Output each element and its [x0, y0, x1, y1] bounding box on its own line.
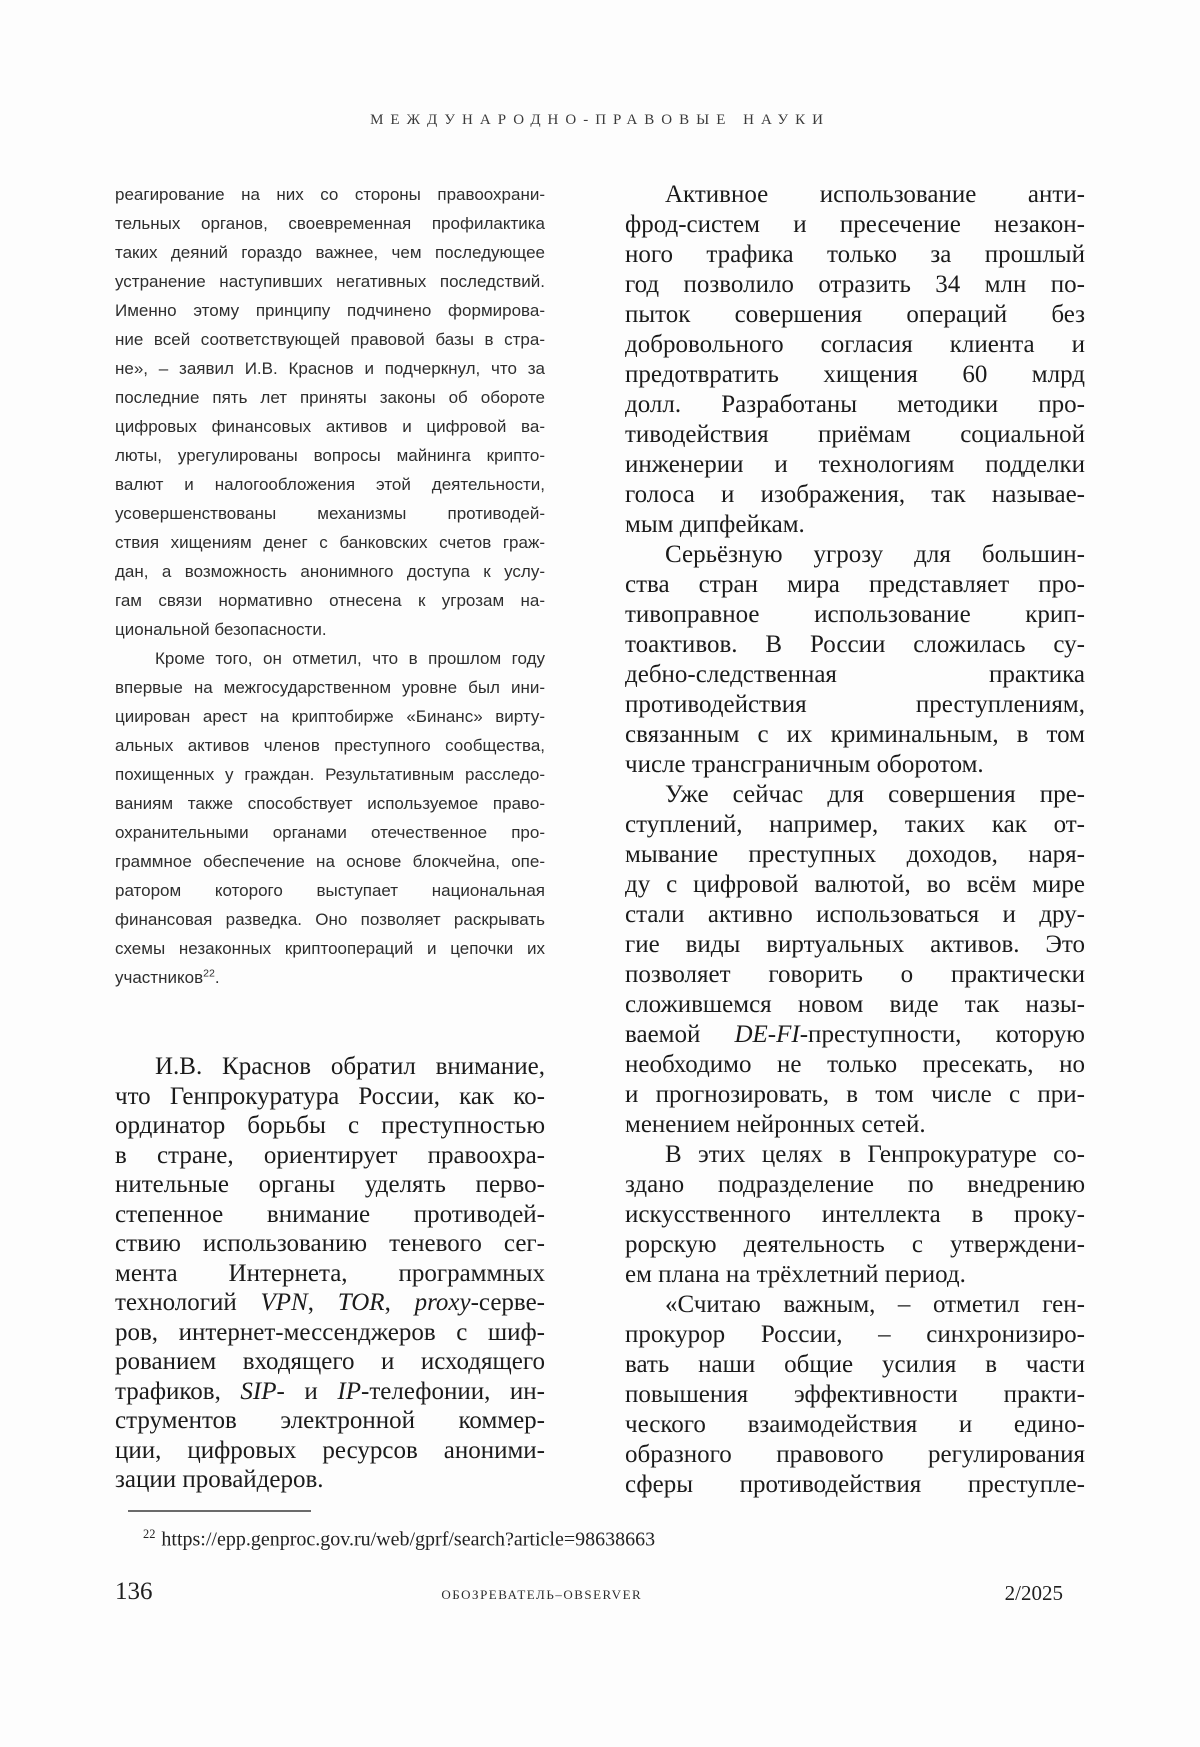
- text-line: циональной безопасности.: [115, 620, 327, 639]
- left-column-serif-text: [115, 1052, 545, 1495]
- text-line: цифровых финансовых активов и цифровой ва-: [115, 417, 545, 436]
- text-line: граммное обеспечение на основе блокчейна, опе-: [115, 852, 545, 871]
- text-line: ции, цифровых ресурсов аноними-: [115, 1436, 545, 1464]
- text-line: усовершенствованы механизмы противодей-: [115, 504, 545, 523]
- text-line: инженерии и технологиям подделки: [625, 451, 1085, 478]
- text-line: «Считаю важным, – отметил ген-: [665, 1291, 1085, 1318]
- text-line: Уже сейчас для совершения пре-: [665, 781, 1085, 808]
- text-line: мывание преступных доходов, наря-: [625, 841, 1085, 868]
- text-line: ние всей соответствующей правовой базы в стра-: [115, 330, 545, 349]
- paragraph: [625, 780, 1085, 1140]
- text-line: струментов электронной коммер-: [115, 1407, 545, 1434]
- text-line: Активное использование анти-: [665, 181, 1085, 208]
- text-line: вать наши общие усилия в части: [625, 1351, 1085, 1378]
- text-line: альных активов членов преступного сообщества,: [115, 736, 545, 755]
- text-line: искусственного интеллекта в проку-: [625, 1201, 1085, 1228]
- text-line: мым дипфейкам.: [625, 511, 805, 538]
- text-line: рорскую деятельность с утверждени-: [625, 1231, 1085, 1258]
- text-line: Кроме того, он отметил, что в прошлом году: [155, 649, 545, 668]
- text-line: необходимо не только пресекать, но: [625, 1051, 1085, 1078]
- footnote-separator-rule: [128, 1510, 311, 1512]
- running-head-section-title: МЕЖДУНАРОДНО-ПРАВОВЫЕ НАУКИ: [370, 112, 830, 128]
- text-line: валют и налогообложения этой деятельности,: [115, 475, 545, 494]
- text-line: тивоправное использование крип-: [625, 601, 1085, 628]
- paragraph: [625, 180, 1085, 540]
- text-line: циирован арест на криптобирже «Бинанс» вирту-: [115, 707, 545, 726]
- text-line: впервые на межгосударственном уровне был ини-: [115, 678, 545, 697]
- text-line: голоса и изображения, так называе-: [625, 481, 1085, 508]
- text-line: реагирование на них со стороны правоохрани-: [115, 185, 545, 204]
- journal-title: ОБОЗРЕВАТЕЛЬ–OBSERVER: [441, 1587, 643, 1602]
- page-footer: [115, 1578, 1085, 1612]
- text-line: рованием входящего и исходящего: [115, 1348, 545, 1375]
- text-line: И.В. Краснов обратил внимание,: [155, 1053, 545, 1080]
- text-line: фрод-систем и пресечение незакон-: [625, 211, 1085, 238]
- text-line: тиводействия приёмам социальной: [625, 421, 1085, 448]
- left-column: [115, 180, 545, 1500]
- text-line: менением нейронных сетей.: [625, 1111, 926, 1138]
- text-line: технологий VPN, TOR, proxy-серве-: [115, 1289, 546, 1316]
- text-line: ступлений, например, таких как от-: [625, 811, 1085, 838]
- text-columns: [115, 180, 1085, 1500]
- text-line: сферы противодействия преступле-: [625, 1471, 1085, 1498]
- text-line: нительные органы уделять перво-: [115, 1171, 545, 1198]
- text-line: Серьёзную угрозу для большин-: [665, 541, 1085, 568]
- text-line: зации провайдеров.: [115, 1466, 324, 1493]
- text-line: Именно этому принципу подчинено формирова-: [115, 301, 545, 320]
- text-line: ваниям также способствует используемое право-: [115, 794, 545, 813]
- text-line: стали активно использоваться и дру-: [625, 901, 1085, 928]
- text-line: здано подразделение по внедрению: [625, 1171, 1085, 1198]
- text-line: ческого взаимодействия и едино-: [625, 1411, 1085, 1438]
- text-line: и прогнозировать, в том числе с при-: [625, 1081, 1085, 1108]
- text-line: степенное внимание противодей-: [115, 1200, 545, 1228]
- issue-number: 2/2025: [1004, 1581, 1063, 1605]
- text-line: прокурор России, – синхронизиро-: [625, 1321, 1085, 1348]
- text-line: сложившемся новом виде так назы-: [625, 991, 1085, 1018]
- text-line: ваемой DE-FI-преступности, которую: [625, 1021, 1085, 1048]
- paragraph: [625, 1290, 1085, 1500]
- text-line: дебно-следственная практика: [625, 661, 1085, 688]
- text-line: люты, урегулированы вопросы майнинга крипто-: [115, 446, 545, 465]
- text-line: что Генпрокуратура России, как ко-: [115, 1082, 545, 1110]
- text-line: ров, интернет-мессенджеров с шиф-: [115, 1318, 545, 1346]
- text-line: мента Интернета, программных: [115, 1259, 545, 1287]
- text-line: добровольного согласия клиента и: [625, 331, 1085, 358]
- text-line: охранительными органами отечественное про-: [115, 823, 545, 842]
- text-line: не», – заявил И.В. Краснов и подчеркнул, что за: [115, 359, 545, 378]
- text-line: гие виды виртуальных активов. Это: [625, 931, 1085, 958]
- text-line: ратором которого выступает национальная: [115, 881, 545, 900]
- text-line: таких деяний гораздо важнее, чем последующее: [115, 243, 545, 262]
- text-line: похищенных у граждан. Результативным расследо-: [115, 765, 545, 784]
- paragraph: [115, 180, 545, 644]
- text-line: пыток совершения операций без: [625, 301, 1085, 328]
- text-line: год позволило отразить 34 млн по-: [625, 271, 1085, 298]
- left-column-sans-text: [115, 180, 545, 992]
- text-line: долл. Разработаны методики про-: [625, 391, 1085, 418]
- page-number: 136: [115, 1578, 153, 1605]
- text-line: трафиков, SIP- и IP-телефонии, ин-: [115, 1377, 545, 1405]
- text-line: ем плана на трёхлетний период.: [625, 1261, 966, 1288]
- paragraph: [115, 644, 545, 992]
- paragraph: [115, 1052, 545, 1495]
- text-line: образного правового регулирования: [625, 1441, 1085, 1468]
- text-line: ства стран мира представляет про-: [625, 571, 1085, 598]
- paragraph: [625, 1140, 1085, 1290]
- text-line: дан, а возможность анонимного доступа к услу-: [115, 562, 545, 581]
- text-line: предотвратить хищения 60 млрд: [625, 361, 1085, 388]
- text-line: ствию использованию теневого сег-: [115, 1230, 545, 1257]
- right-column: [625, 180, 1085, 1500]
- footnote-url: https://epp.genproc.gov.ru/web/gprf/search?article=98638663: [161, 1528, 656, 1551]
- text-line: тельных органов, своевременная профилактика: [115, 214, 545, 233]
- text-line: финансовая разведка. Оно позволяет раскрывать: [115, 910, 545, 929]
- text-line: схемы незаконных криптоопераций и цепочки их: [115, 939, 545, 958]
- text-line: ного трафика только за прошлый: [625, 241, 1085, 268]
- text-line: связанным с их криминальным, в том: [625, 721, 1085, 748]
- text-line: В этих целях в Генпрокуратуре со-: [665, 1141, 1085, 1168]
- text-line: последние пять лет приняты законы об обороте: [115, 388, 545, 407]
- text-line: позволяет говорить о практически: [625, 961, 1085, 988]
- text-line: числе трансграничным оборотом.: [625, 751, 984, 778]
- text-line: участников$^{22}$.: [115, 967, 220, 987]
- text-line: повышения эффективности практи-: [625, 1381, 1085, 1408]
- text-line: противодействия преступлениям,: [625, 691, 1085, 718]
- text-line: ствия хищениям денег с банковских счетов граж-: [115, 533, 545, 552]
- text-line: устранение наступивших негативных последствий.: [115, 272, 545, 291]
- text-line: ду с цифровой валютой, во всём мире: [625, 871, 1085, 898]
- text-line: в стране, ориентирует правоохра-: [115, 1141, 545, 1169]
- text-line: ординатор борьбы с преступностью: [115, 1112, 545, 1139]
- text-line: тоактивов. В России сложилась су-: [625, 631, 1085, 658]
- footnote-marker: 22: [143, 1527, 156, 1541]
- right-column-text: [625, 180, 1085, 1500]
- text-line: гам связи нормативно отнесена к угрозам на-: [115, 591, 545, 610]
- paragraph: [625, 540, 1085, 780]
- footnote: [115, 1527, 1113, 1552]
